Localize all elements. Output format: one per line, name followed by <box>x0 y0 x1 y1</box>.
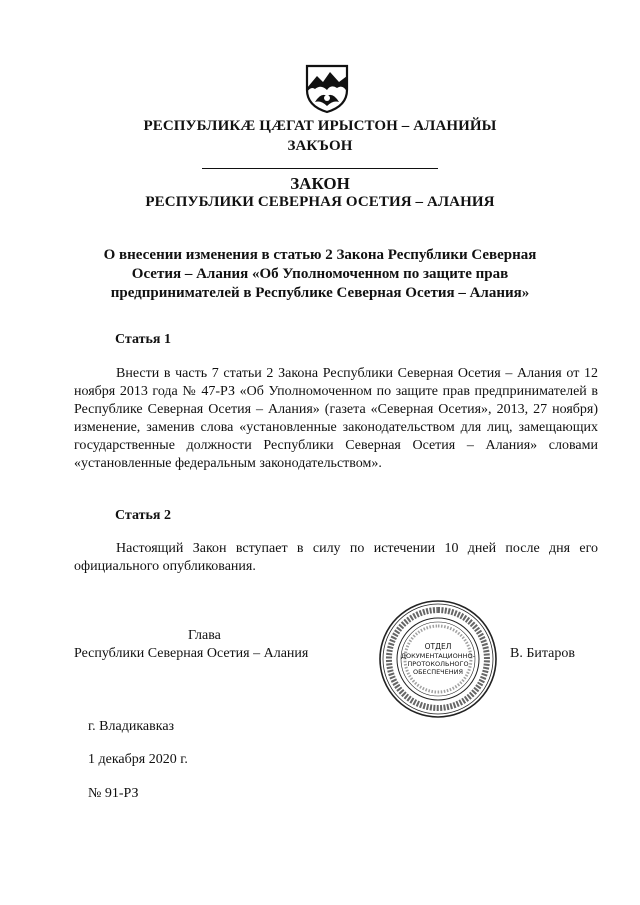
article-2-paragraph: Настоящий Закон вступает в силу по истечении 10 дней после дня его официального опубликования. <box>74 541 598 574</box>
document-title <box>0 246 640 303</box>
article-1-heading: Статья 1 <box>115 332 171 347</box>
article-2-heading: Статья 2 <box>115 508 171 523</box>
header-law-ossetian: ЗАКЪОН <box>287 138 353 154</box>
header-divider <box>202 168 438 169</box>
law-number: № 91-РЗ <box>88 786 139 801</box>
title-line-3: предпринимателей в Республике Северная Осетия – Алания» <box>110 285 530 301</box>
header-republic-russian: РЕСПУБЛИКИ СЕВЕРНАЯ ОСЕТИЯ – АЛАНИЯ <box>145 194 495 210</box>
seal-line-3: ПРОТОКОЛЬНОГО <box>407 660 469 668</box>
coat-of-arms-emblem-icon <box>303 62 351 114</box>
signatory-name: В. Битаров <box>510 646 575 661</box>
article-1-paragraph: Внести в часть 7 статьи 2 Закона Республики Северная Осетия – Алания от 12 ноября 2013 года № 47-РЗ «Об Уполномоченном по защите прав предпринимателей в Республике Северная Осетия – Алания» (газета «Северная Осетия», 2013, 27 ноября) изменение, заменив слова «установленные законодательством для лиц, замещающих государственные должности Республики Северная Осетия – Алания» словами «установленные федеральным законодательством». <box>74 366 598 471</box>
seal-line-1: ОТДЕЛ <box>424 642 452 651</box>
title-line-1: О внесении изменения в статью 2 Закона Республики Северная <box>103 247 537 263</box>
header-law-russian: ЗАКОН <box>290 174 350 193</box>
signature-position-line-1: Глава <box>188 628 221 643</box>
article-2-text <box>74 540 598 576</box>
signing-date: 1 декабря 2020 г. <box>88 752 188 767</box>
article-1-text <box>74 365 598 473</box>
seal-line-2: ДОКУМЕНТАЦИОННО- <box>400 652 476 660</box>
title-line-2: Осетия – Алания «Об Уполномоченном по защите прав <box>131 266 509 282</box>
header-republic-ossetian: РЕСПУБЛИКӔ ЦӔГАТ ИРЫСТОН – АЛАНИЙЫ <box>143 118 497 134</box>
seal-line-4: ОБЕСПЕЧЕНИЯ <box>412 668 464 676</box>
signing-city: г. Владикавказ <box>88 719 175 734</box>
official-seal-icon <box>377 598 499 720</box>
signature-position-line-2: Республики Северная Осетия – Алания <box>74 646 309 661</box>
